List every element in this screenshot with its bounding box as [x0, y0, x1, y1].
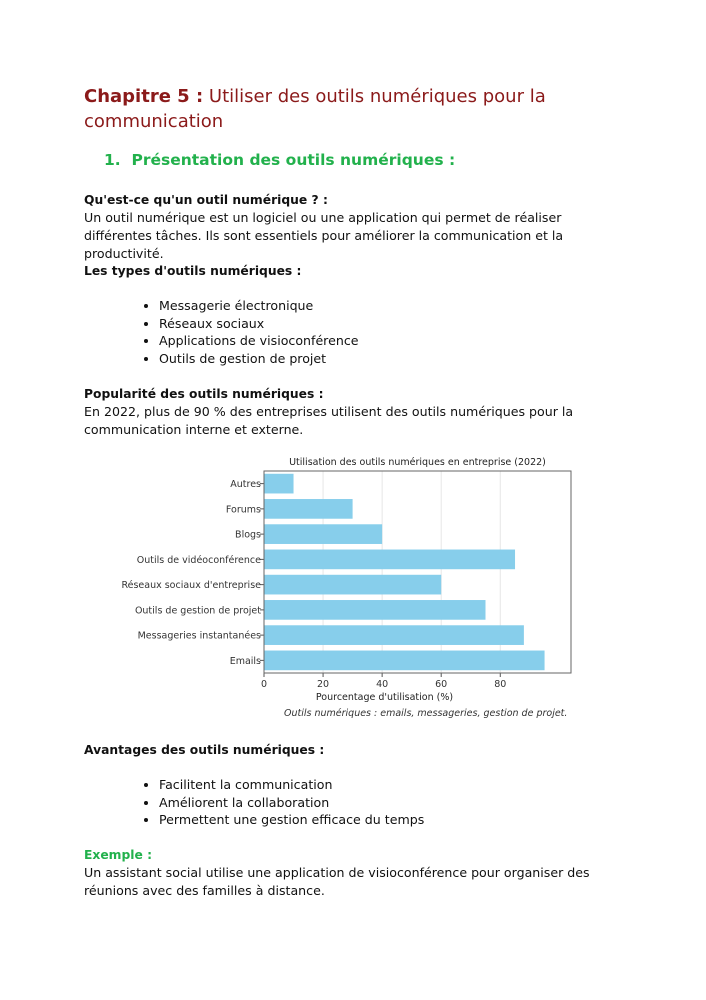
advantages-list — [142, 776, 424, 829]
chart-caption: Outils numériques : emails, messageries, gestion de projet. — [284, 708, 568, 719]
types-label: Les types d'outils numériques : — [84, 264, 302, 278]
definition-text: Un outil numérique est un logiciel ou une application qui permet de réaliser différentes tâches. Ils sont essentiels pour améliorer la communication et la productivité. — [84, 210, 564, 261]
bar — [264, 575, 441, 595]
chapter-title-text: Utiliser des outils numériques pour la communication — [84, 86, 546, 132]
types-block — [84, 262, 624, 280]
category-label: Autres — [230, 479, 261, 491]
section-title-text: Présentation des outils numériques : — [131, 151, 456, 169]
list-item: • Outils de gestion de projet — [159, 350, 359, 368]
bar — [264, 499, 353, 519]
chapter-title — [84, 84, 604, 134]
bar — [264, 550, 515, 570]
bar — [264, 600, 486, 620]
category-label: Forums — [225, 504, 261, 516]
category-label: Emails — [229, 655, 261, 667]
list-item: • Réseaux sociaux — [159, 315, 359, 333]
section-title — [104, 151, 455, 169]
bar — [264, 474, 294, 494]
plot-frame — [264, 471, 571, 673]
x-tick-label: 60 — [435, 679, 448, 690]
x-tick-label: 40 — [376, 679, 389, 690]
popularity-text: En 2022, plus de 90 % des entreprises utilisent des outils numériques pour la communication interne et externe. — [84, 404, 574, 437]
category-label: Outils de vidéoconférence — [136, 554, 261, 566]
list-item: • Permettent une gestion efficace du temps — [159, 811, 424, 829]
category-label: Blogs — [235, 529, 261, 541]
x-tick-label: 0 — [260, 679, 268, 690]
category-label: Messageries instantanées — [137, 630, 261, 642]
example-block — [84, 846, 624, 900]
advantages-label: Avantages des outils numériques : — [84, 743, 325, 757]
example-text: Un assistant social utilise une application de visioconférence pour organiser des réunions avec des familles à distance. — [84, 865, 590, 898]
x-axis-label: Pourcentage d'utilisation (%) — [315, 692, 454, 703]
example-label: Exemple : — [84, 848, 153, 862]
popularity-block — [84, 385, 624, 439]
definition-label: Qu'est-ce qu'un outil numérique ? : — [84, 193, 328, 207]
x-tick-label: 20 — [317, 679, 330, 690]
list-item: • Facilitent la communication — [159, 776, 424, 794]
bar — [264, 524, 382, 544]
chart-title: Utilisation des outils numériques en entreprise (2022) — [289, 457, 546, 468]
section-number: 1. — [104, 151, 121, 169]
list-item: • Améliorent la collaboration — [159, 794, 424, 812]
list-item: • Applications de visioconférence — [159, 332, 359, 350]
category-label: Réseaux sociaux d'entreprise — [121, 580, 261, 592]
x-tick-label: 80 — [494, 679, 507, 690]
advantages-block — [84, 741, 624, 759]
category-label: Outils de gestion de projet — [134, 605, 261, 617]
bar — [264, 625, 524, 645]
definition-block — [84, 191, 624, 263]
chapter-prefix: Chapitre 5 : — [84, 86, 204, 107]
bar — [264, 651, 545, 671]
list-item: • Messagerie électronique — [159, 297, 359, 315]
popularity-label: Popularité des outils numériques : — [84, 387, 324, 401]
types-list — [142, 297, 359, 368]
